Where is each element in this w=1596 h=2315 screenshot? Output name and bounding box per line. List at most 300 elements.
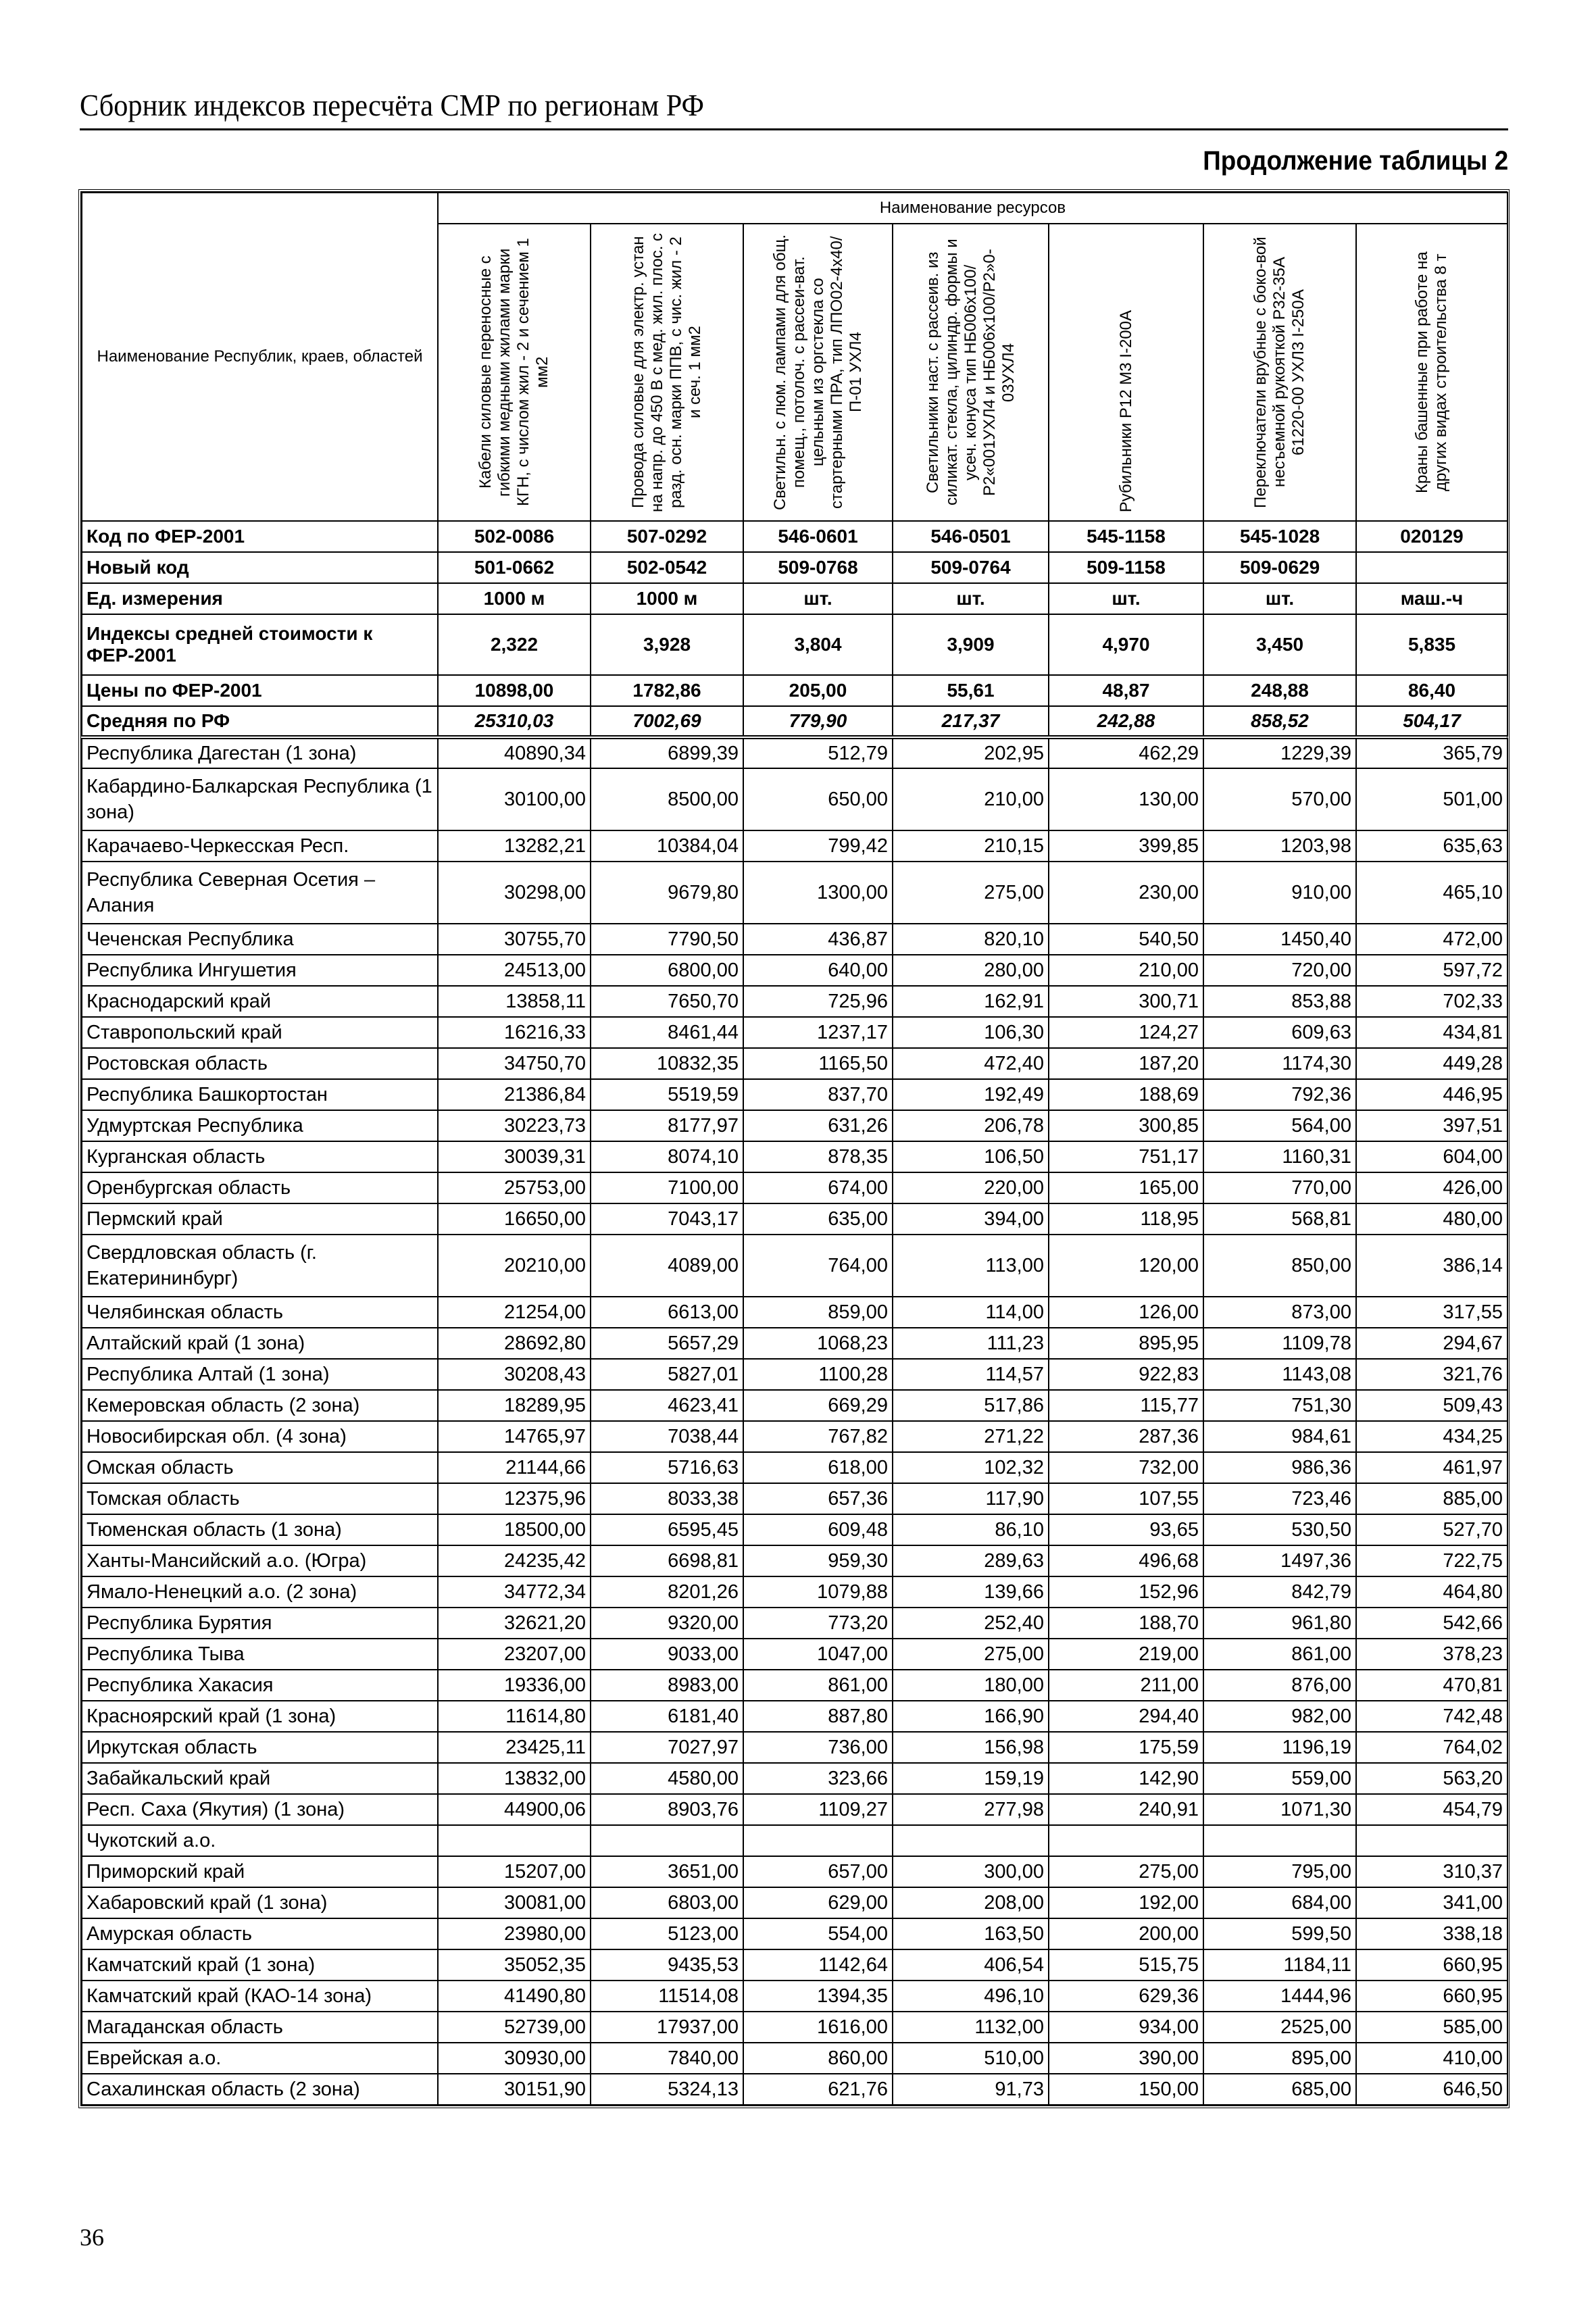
price-cell: 34750,70	[438, 1048, 591, 1079]
meta-cell: 546-0501	[893, 521, 1049, 552]
price-cell: 287,36	[1049, 1421, 1203, 1452]
price-cell: 300,71	[1049, 986, 1203, 1017]
resource-name: Светильники наст. с рассеив. из силикат. стекла, цилиндр. формы и усеч. конуса тип НБ006х100/Р2«001УХЛ4 и НБ006х100/Р2»0-03УХЛ4	[923, 239, 1018, 506]
region-name: Республика Дагестан (1 зона)	[82, 737, 438, 768]
price-cell: 465,10	[1356, 862, 1507, 924]
price-cell: 657,00	[743, 1856, 893, 1887]
price-cell: 7038,44	[591, 1421, 743, 1452]
table-row	[82, 1763, 1507, 1794]
price-cell: 604,00	[1356, 1141, 1507, 1172]
meta-row-label: Ед. измерения	[82, 583, 438, 614]
price-cell: 252,40	[893, 1608, 1049, 1639]
meta-cell: 5,835	[1356, 614, 1507, 675]
price-cell	[591, 1825, 743, 1856]
price-cell: 621,76	[743, 2074, 893, 2105]
meta-cell: 504,17	[1356, 706, 1507, 737]
price-cell: 240,91	[1049, 1794, 1203, 1825]
price-cell: 1184,11	[1203, 1949, 1356, 1981]
price-cell: 6595,45	[591, 1514, 743, 1545]
price-cell: 472,00	[1356, 924, 1507, 955]
region-name: Удмуртская Республика	[82, 1110, 438, 1141]
price-cell: 449,28	[1356, 1048, 1507, 1079]
price-cell: 7043,17	[591, 1203, 743, 1235]
price-cell: 674,00	[743, 1172, 893, 1203]
region-name: Республика Алтай (1 зона)	[82, 1359, 438, 1390]
price-cell: 338,18	[1356, 1918, 1507, 1949]
price-cell: 210,00	[1049, 955, 1203, 986]
price-cell: 684,00	[1203, 1887, 1356, 1918]
meta-cell: 217,37	[893, 706, 1049, 737]
price-cell: 41490,80	[438, 1981, 591, 2012]
region-name: Республика Северная Осетия – Алания	[82, 862, 438, 924]
region-name: Респ. Саха (Якутия) (1 зона)	[82, 1794, 438, 1825]
meta-row	[82, 552, 1507, 583]
price-cell: 764,00	[743, 1235, 893, 1297]
price-cell: 859,00	[743, 1297, 893, 1328]
table-row	[82, 1421, 1507, 1452]
table-row	[82, 1110, 1507, 1141]
price-cell: 1160,31	[1203, 1141, 1356, 1172]
price-cell: 1079,88	[743, 1576, 893, 1608]
price-cell: 837,70	[743, 1079, 893, 1110]
price-cell: 16650,00	[438, 1203, 591, 1235]
price-cell: 9679,80	[591, 862, 743, 924]
price-cell: 1047,00	[743, 1639, 893, 1670]
price-cell: 165,00	[1049, 1172, 1203, 1203]
region-name: Приморский край	[82, 1856, 438, 1887]
table-row	[82, 737, 1507, 768]
price-cell: 310,37	[1356, 1856, 1507, 1887]
region-name: Республика Башкортостан	[82, 1079, 438, 1110]
price-cell: 321,76	[1356, 1359, 1507, 1390]
meta-cell: 55,61	[893, 675, 1049, 706]
price-cell: 9320,00	[591, 1608, 743, 1639]
price-cell: 13832,00	[438, 1763, 591, 1794]
price-cell: 275,00	[893, 862, 1049, 924]
price-cell: 210,00	[893, 768, 1049, 830]
price-cell: 30298,00	[438, 862, 591, 924]
price-cell: 961,80	[1203, 1608, 1356, 1639]
price-cell: 341,00	[1356, 1887, 1507, 1918]
price-cell: 192,49	[893, 1079, 1049, 1110]
meta-cell: 501-0662	[438, 552, 591, 583]
region-name: Ямало-Ненецкий а.о. (2 зона)	[82, 1576, 438, 1608]
table-row	[82, 1359, 1507, 1390]
table-row	[82, 1141, 1507, 1172]
table-row	[82, 1203, 1507, 1235]
price-cell: 820,10	[893, 924, 1049, 955]
table-row	[82, 924, 1507, 955]
price-cell: 142,90	[1049, 1763, 1203, 1794]
meta-cell: 509-0768	[743, 552, 893, 583]
table-row	[82, 1079, 1507, 1110]
resource-header-7	[1356, 224, 1507, 521]
meta-cell: 242,88	[1049, 706, 1203, 737]
table-row	[82, 1887, 1507, 1918]
price-cell: 860,00	[743, 2043, 893, 2074]
price-cell: 496,10	[893, 1981, 1049, 2012]
region-name: Сахалинская область (2 зона)	[82, 2074, 438, 2105]
resource-name: Переключатели врубные с боко-вой несъемной рукояткой Р32-35А 61220-00 УХЛ3 I-250А	[1251, 237, 1307, 508]
price-cell: 446,95	[1356, 1079, 1507, 1110]
region-name: Кабардино-Балкарская Республика (1 зона)	[82, 768, 438, 830]
price-cell: 564,00	[1203, 1110, 1356, 1141]
table-row	[82, 1017, 1507, 1048]
table-row	[82, 1297, 1507, 1328]
meta-cell: 502-0542	[591, 552, 743, 583]
price-cell: 5827,01	[591, 1359, 743, 1390]
price-cell: 7100,00	[591, 1172, 743, 1203]
price-cell: 91,73	[893, 2074, 1049, 2105]
price-cell	[1356, 1825, 1507, 1856]
meta-row-label: Индексы средней стоимости к ФЕР-2001	[82, 614, 438, 675]
price-cell: 117,90	[893, 1483, 1049, 1514]
price-cell: 21254,00	[438, 1297, 591, 1328]
price-cell: 3651,00	[591, 1856, 743, 1887]
region-name: Краснодарский край	[82, 986, 438, 1017]
price-cell: 8177,97	[591, 1110, 743, 1141]
price-cell: 5716,63	[591, 1452, 743, 1483]
meta-row	[82, 521, 1507, 552]
table-row	[82, 986, 1507, 1017]
price-cell: 14765,97	[438, 1421, 591, 1452]
price-cell: 6613,00	[591, 1297, 743, 1328]
price-cell: 25753,00	[438, 1172, 591, 1203]
price-cell: 210,15	[893, 830, 1049, 862]
price-cell: 6800,00	[591, 955, 743, 986]
price-cell: 640,00	[743, 955, 893, 986]
price-cell: 702,33	[1356, 986, 1507, 1017]
price-cell: 124,27	[1049, 1017, 1203, 1048]
region-name: Челябинская область	[82, 1297, 438, 1328]
price-cell: 220,00	[893, 1172, 1049, 1203]
meta-cell: 502-0086	[438, 521, 591, 552]
resource-name: Светильн. с люм. лампами для общ. помещ., потолоч. с рассеи-ват. цельным из оргстекла со стартерными ПРА, тип ЛПО02-4х40/П-01 УХЛ4	[770, 234, 865, 511]
price-cell: 646,50	[1356, 2074, 1507, 2105]
price-cell: 386,14	[1356, 1235, 1507, 1297]
price-cell: 510,00	[893, 2043, 1049, 2074]
price-cell: 300,00	[893, 1856, 1049, 1887]
price-cell: 1300,00	[743, 862, 893, 924]
meta-rows	[82, 521, 1507, 737]
table-row	[82, 955, 1507, 986]
price-cell: 102,32	[893, 1452, 1049, 1483]
price-cell: 959,30	[743, 1545, 893, 1576]
meta-row-label: Код по ФЕР-2001	[82, 521, 438, 552]
price-cell: 512,79	[743, 737, 893, 768]
resource-name: Провода силовые для электр. устан на напр. до 450 В с мед. жил. плос. с разд. осн. марки ППВ, с чис. жил - 2 и сеч. 1 мм2	[629, 232, 704, 512]
price-cell: 650,00	[743, 768, 893, 830]
resource-header-6	[1203, 224, 1356, 521]
price-cell: 1100,28	[743, 1359, 893, 1390]
price-cell: 114,00	[893, 1297, 1049, 1328]
price-cell: 18289,95	[438, 1390, 591, 1421]
region-name: Оренбургская область	[82, 1172, 438, 1203]
price-cell: 30755,70	[438, 924, 591, 955]
price-cell: 599,50	[1203, 1918, 1356, 1949]
price-cell: 30930,00	[438, 2043, 591, 2074]
price-cell: 751,30	[1203, 1390, 1356, 1421]
price-cell: 8500,00	[591, 768, 743, 830]
price-cell: 799,42	[743, 830, 893, 862]
price-cell: 378,23	[1356, 1639, 1507, 1670]
price-cell: 275,00	[893, 1639, 1049, 1670]
meta-cell: шт.	[1203, 583, 1356, 614]
meta-cell: 1782,86	[591, 675, 743, 706]
page-number: 36	[80, 2224, 104, 2251]
price-cell: 4623,41	[591, 1390, 743, 1421]
table-row	[82, 1172, 1507, 1203]
price-cell: 736,00	[743, 1732, 893, 1763]
table-row	[82, 1670, 1507, 1701]
price-cell: 163,50	[893, 1918, 1049, 1949]
meta-cell: 3,909	[893, 614, 1049, 675]
price-cell: 660,95	[1356, 1981, 1507, 2012]
price-cell: 850,00	[1203, 1235, 1356, 1297]
price-cell: 21386,84	[438, 1079, 591, 1110]
price-cell	[743, 1825, 893, 1856]
price-cell: 106,50	[893, 1141, 1049, 1172]
price-cell: 52739,00	[438, 2012, 591, 2043]
price-cell: 5657,29	[591, 1328, 743, 1359]
region-name: Пермский край	[82, 1203, 438, 1235]
price-cell: 23425,11	[438, 1732, 591, 1763]
price-cell: 873,00	[1203, 1297, 1356, 1328]
resource-name: Рубильники Р12 М3 I-200А	[1116, 309, 1135, 512]
price-cell: 11614,80	[438, 1701, 591, 1732]
price-cell: 271,22	[893, 1421, 1049, 1452]
table-row	[82, 1483, 1507, 1514]
price-cell: 23980,00	[438, 1918, 591, 1949]
meta-row	[82, 614, 1507, 675]
price-cell: 773,20	[743, 1608, 893, 1639]
region-name: Республика Хакасия	[82, 1670, 438, 1701]
price-cell: 723,46	[1203, 1483, 1356, 1514]
price-cell: 18500,00	[438, 1514, 591, 1545]
meta-cell: 7002,69	[591, 706, 743, 737]
price-cell: 1497,36	[1203, 1545, 1356, 1576]
price-cell: 12375,96	[438, 1483, 591, 1514]
price-cell: 509,43	[1356, 1390, 1507, 1421]
price-cell: 28692,80	[438, 1328, 591, 1359]
price-cell: 792,36	[1203, 1079, 1356, 1110]
resource-header-1	[438, 224, 591, 521]
price-cell: 842,79	[1203, 1576, 1356, 1608]
price-cell: 436,87	[743, 924, 893, 955]
region-name: Магаданская область	[82, 2012, 438, 2043]
price-cell: 24513,00	[438, 955, 591, 986]
table-row	[82, 1949, 1507, 1981]
region-name: Ханты-Мансийский а.о. (Югра)	[82, 1545, 438, 1576]
table-row	[82, 2012, 1507, 2043]
price-cell: 461,97	[1356, 1452, 1507, 1483]
price-cell: 878,35	[743, 1141, 893, 1172]
index-table-frame	[78, 189, 1510, 2108]
price-cell: 44900,06	[438, 1794, 591, 1825]
price-cell: 660,95	[1356, 1949, 1507, 1981]
price-cell: 19336,00	[438, 1670, 591, 1701]
region-name: Красноярский край (1 зона)	[82, 1701, 438, 1732]
table-caption: Продолжение таблицы 2	[1203, 146, 1508, 176]
price-cell: 527,70	[1356, 1514, 1507, 1545]
price-cell: 21144,66	[438, 1452, 591, 1483]
region-name: Забайкальский край	[82, 1763, 438, 1794]
price-cell: 1142,64	[743, 1949, 893, 1981]
price-cell: 910,00	[1203, 862, 1356, 924]
price-cell: 139,66	[893, 1576, 1049, 1608]
resource-name: Краны башенные при работе на других видах строительства 8 т	[1413, 251, 1451, 493]
price-cell: 34772,34	[438, 1576, 591, 1608]
table-row	[82, 1639, 1507, 1670]
price-cell: 115,77	[1049, 1390, 1203, 1421]
price-cell: 7027,97	[591, 1732, 743, 1763]
meta-cell: 545-1028	[1203, 521, 1356, 552]
price-cell: 275,00	[1049, 1856, 1203, 1887]
price-cell: 365,79	[1356, 737, 1507, 768]
price-cell: 764,02	[1356, 1732, 1507, 1763]
price-cell: 399,85	[1049, 830, 1203, 862]
table-row	[82, 1856, 1507, 1887]
price-cell: 294,40	[1049, 1701, 1203, 1732]
meta-cell: 3,450	[1203, 614, 1356, 675]
price-cell: 426,00	[1356, 1172, 1507, 1203]
region-name: Чеченская Республика	[82, 924, 438, 955]
resource-name: Кабели силовые переносные с гибкими медными жилами марки КГН, с числом жил - 2 и сечением 1 мм2	[476, 238, 551, 507]
price-cell: 150,00	[1049, 2074, 1203, 2105]
price-cell: 6803,00	[591, 1887, 743, 1918]
price-cell: 984,61	[1203, 1421, 1356, 1452]
price-cell	[1049, 1825, 1203, 1856]
region-name: Амурская область	[82, 1918, 438, 1949]
region-name: Свердловская область (г. Екатерининбург)	[82, 1235, 438, 1297]
price-cell: 8033,38	[591, 1483, 743, 1514]
price-cell: 986,36	[1203, 1452, 1356, 1483]
price-cell: 32621,20	[438, 1608, 591, 1639]
table-row	[82, 830, 1507, 862]
resource-header-4	[893, 224, 1049, 521]
price-cell: 434,25	[1356, 1421, 1507, 1452]
region-name: Тюменская область (1 зона)	[82, 1514, 438, 1545]
price-cell	[1203, 1825, 1356, 1856]
price-cell: 501,00	[1356, 768, 1507, 830]
price-cell: 323,66	[743, 1763, 893, 1794]
price-cell: 406,54	[893, 1949, 1049, 1981]
price-cell: 8903,76	[591, 1794, 743, 1825]
price-cell: 517,86	[893, 1390, 1049, 1421]
price-cell: 294,67	[1356, 1328, 1507, 1359]
price-cell: 390,00	[1049, 2043, 1203, 2074]
price-cell: 13858,11	[438, 986, 591, 1017]
table-row	[82, 1452, 1507, 1483]
price-cell: 397,51	[1356, 1110, 1507, 1141]
meta-cell: 10898,00	[438, 675, 591, 706]
price-cell: 9435,53	[591, 1949, 743, 1981]
price-cell: 751,17	[1049, 1141, 1203, 1172]
price-cell: 5123,00	[591, 1918, 743, 1949]
price-cell: 5324,13	[591, 2074, 743, 2105]
table-row	[82, 1794, 1507, 1825]
price-cell: 219,00	[1049, 1639, 1203, 1670]
price-cell: 542,66	[1356, 1608, 1507, 1639]
price-cell: 1165,50	[743, 1048, 893, 1079]
meta-cell: 509-0629	[1203, 552, 1356, 583]
table-row	[82, 1981, 1507, 2012]
meta-cell: 509-0764	[893, 552, 1049, 583]
price-cell: 15207,00	[438, 1856, 591, 1887]
price-cell: 5519,59	[591, 1079, 743, 1110]
price-cell: 585,00	[1356, 2012, 1507, 2043]
table-row	[82, 1576, 1507, 1608]
meta-cell: 48,87	[1049, 675, 1203, 706]
price-cell	[893, 1825, 1049, 1856]
price-cell: 563,20	[1356, 1763, 1507, 1794]
price-cell: 1068,23	[743, 1328, 893, 1359]
price-cell: 767,82	[743, 1421, 893, 1452]
price-cell: 30039,31	[438, 1141, 591, 1172]
price-cell: 7790,50	[591, 924, 743, 955]
price-cell: 8201,26	[591, 1576, 743, 1608]
price-cell: 4580,00	[591, 1763, 743, 1794]
price-cell: 795,00	[1203, 1856, 1356, 1887]
region-name: Еврейская а.о.	[82, 2043, 438, 2074]
price-cell: 20210,00	[438, 1235, 591, 1297]
region-name: Республика Ингушетия	[82, 955, 438, 986]
price-cell: 35052,35	[438, 1949, 591, 1981]
price-cell: 188,70	[1049, 1608, 1203, 1639]
price-cell: 10832,35	[591, 1048, 743, 1079]
price-cell	[438, 1825, 591, 1856]
table-row	[82, 1545, 1507, 1576]
price-cell: 30100,00	[438, 768, 591, 830]
region-name: Кемеровская область (2 зона)	[82, 1390, 438, 1421]
price-cell: 289,63	[893, 1545, 1049, 1576]
price-cell: 480,00	[1356, 1203, 1507, 1235]
meta-cell: шт.	[893, 583, 1049, 614]
price-cell: 722,75	[1356, 1545, 1507, 1576]
price-cell: 10384,04	[591, 830, 743, 862]
price-cell: 635,63	[1356, 830, 1507, 862]
price-cell: 618,00	[743, 1452, 893, 1483]
price-cell: 1109,78	[1203, 1328, 1356, 1359]
price-cell: 1444,96	[1203, 1981, 1356, 2012]
meta-cell: 545-1158	[1049, 521, 1203, 552]
table-row	[82, 1328, 1507, 1359]
meta-cell: 507-0292	[591, 521, 743, 552]
price-cell: 8461,44	[591, 1017, 743, 1048]
table-row	[82, 862, 1507, 924]
price-cell: 895,95	[1049, 1328, 1203, 1359]
price-cell: 609,63	[1203, 1017, 1356, 1048]
price-cell: 597,72	[1356, 955, 1507, 986]
price-cell: 922,83	[1049, 1359, 1203, 1390]
price-cell: 2525,00	[1203, 2012, 1356, 2043]
meta-cell: 1000 м	[591, 583, 743, 614]
table-row	[82, 1918, 1507, 1949]
price-cell: 16216,33	[438, 1017, 591, 1048]
price-cell: 861,00	[1203, 1639, 1356, 1670]
table-row	[82, 1390, 1507, 1421]
price-cell: 629,36	[1049, 1981, 1203, 2012]
running-header: Сборник индексов пересчёта СМР по регионам РФ	[80, 88, 704, 122]
resource-header-3	[743, 224, 893, 521]
price-cell: 9033,00	[591, 1639, 743, 1670]
meta-cell: шт.	[743, 583, 893, 614]
meta-cell: 2,322	[438, 614, 591, 675]
price-cell: 631,26	[743, 1110, 893, 1141]
table-row	[82, 1608, 1507, 1639]
region-name: Республика Бурятия	[82, 1608, 438, 1639]
regional-index-table	[81, 192, 1508, 2106]
